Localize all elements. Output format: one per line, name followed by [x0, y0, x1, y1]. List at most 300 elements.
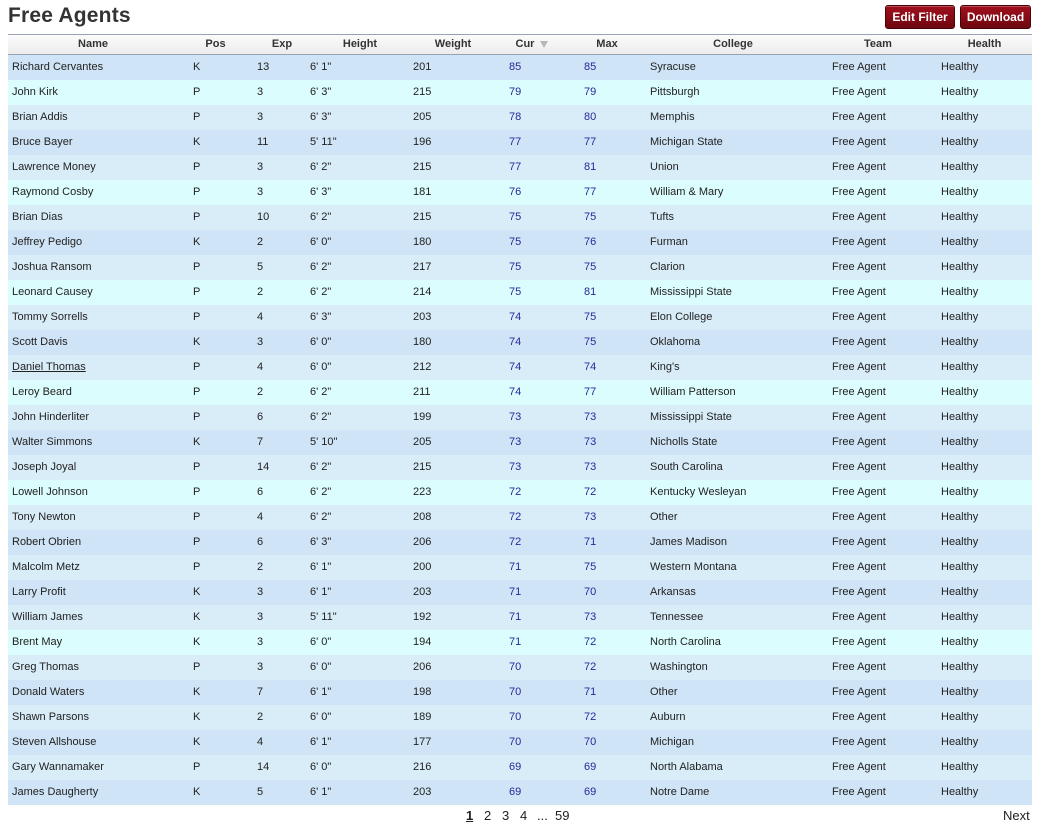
- column-header-name[interactable]: [8, 35, 178, 54]
- cell-exp: 2: [257, 286, 264, 298]
- cell-pos: P: [193, 761, 201, 773]
- cell-max: 72: [584, 711, 597, 723]
- cell-cur: 72: [509, 511, 522, 523]
- cell-name[interactable]: Tony Newton: [12, 511, 76, 523]
- cell-name[interactable]: Malcolm Metz: [12, 561, 80, 573]
- cell-height: 6' 3": [310, 111, 332, 123]
- cell-max: 73: [584, 611, 597, 623]
- cell-height: 6' 3": [310, 86, 332, 98]
- cell-exp: 3: [257, 661, 264, 673]
- cell-name[interactable]: Robert Obrien: [12, 536, 82, 548]
- cell-pos: K: [193, 61, 201, 73]
- cell-weight: 215: [413, 161, 432, 173]
- cell-team: Free Agent: [832, 636, 886, 648]
- cell-college: Auburn: [650, 711, 686, 723]
- table-row[interactable]: [8, 780, 1032, 805]
- cell-weight: 203: [413, 586, 432, 598]
- cell-exp: 4: [257, 311, 264, 323]
- cell-health: Healthy: [941, 611, 979, 623]
- table-row[interactable]: [8, 405, 1032, 430]
- page-link-4[interactable]: 4: [520, 808, 528, 823]
- table-header: [8, 34, 1032, 55]
- cell-name[interactable]: William James: [12, 611, 83, 623]
- cell-max: 73: [584, 436, 597, 448]
- cell-pos: P: [193, 461, 201, 473]
- table-row[interactable]: [8, 180, 1032, 205]
- cell-team: Free Agent: [832, 236, 886, 248]
- cell-height: 6' 0": [310, 361, 332, 373]
- cell-health: Healthy: [941, 436, 979, 448]
- cell-pos: P: [193, 111, 201, 123]
- cell-max: 70: [584, 586, 597, 598]
- cell-max: 74: [584, 361, 597, 373]
- cell-weight: 205: [413, 111, 432, 123]
- cell-height: 6' 2": [310, 261, 332, 273]
- cell-cur: 73: [509, 411, 522, 423]
- cell-max: 77: [584, 136, 597, 148]
- cell-height: 6' 1": [310, 736, 332, 748]
- table-row[interactable]: [8, 555, 1032, 580]
- column-header-label: Cur: [515, 38, 535, 50]
- cell-pos: P: [193, 661, 201, 673]
- cell-name[interactable]: Daniel Thomas: [12, 361, 86, 373]
- cell-pos: K: [193, 711, 201, 723]
- cell-health: Healthy: [941, 711, 979, 723]
- column-header-max[interactable]: [567, 35, 647, 54]
- cell-pos: K: [193, 586, 201, 598]
- cell-exp: 5: [257, 261, 264, 273]
- column-header-team[interactable]: [819, 35, 937, 54]
- cell-exp: 3: [257, 336, 264, 348]
- cell-pos: P: [193, 211, 201, 223]
- cell-weight: 206: [413, 661, 432, 673]
- cell-health: Healthy: [941, 661, 979, 673]
- cell-college: Syracuse: [650, 61, 696, 73]
- table-row[interactable]: [8, 355, 1032, 380]
- cell-exp: 13: [257, 61, 270, 73]
- cell-exp: 3: [257, 86, 264, 98]
- page-link-1[interactable]: 1: [466, 808, 474, 823]
- cell-pos: K: [193, 611, 201, 623]
- cell-exp: 4: [257, 361, 264, 373]
- table-row[interactable]: [8, 605, 1032, 630]
- cell-cur: 73: [509, 436, 522, 448]
- cell-team: Free Agent: [832, 736, 886, 748]
- column-header-label: Height: [342, 38, 378, 50]
- cell-weight: 189: [413, 711, 432, 723]
- cell-exp: 5: [257, 786, 264, 798]
- cell-team: Free Agent: [832, 86, 886, 98]
- cell-exp: 3: [257, 186, 264, 198]
- cell-exp: 7: [257, 436, 264, 448]
- table-body: [8, 55, 1032, 805]
- free-agents-table: [8, 34, 1032, 805]
- cell-health: Healthy: [941, 686, 979, 698]
- page-link-59[interactable]: 59: [555, 808, 570, 823]
- cell-health: Healthy: [941, 161, 979, 173]
- cell-max: 77: [584, 386, 597, 398]
- table-row[interactable]: [8, 480, 1032, 505]
- cell-exp: 10: [257, 211, 270, 223]
- cell-team: Free Agent: [832, 461, 886, 473]
- column-header-label: College: [713, 38, 753, 50]
- cell-name[interactable]: Walter Simmons: [12, 436, 93, 448]
- column-header-label: Exp: [271, 38, 293, 50]
- cell-name[interactable]: Bruce Bayer: [12, 136, 73, 148]
- cell-college: Memphis: [650, 111, 695, 123]
- cell-name[interactable]: Gary Wannamaker: [12, 761, 104, 773]
- cell-weight: 181: [413, 186, 432, 198]
- cell-pos: P: [193, 261, 201, 273]
- cell-weight: 198: [413, 686, 432, 698]
- cell-cur: 75: [509, 261, 522, 273]
- cell-height: 6' 0": [310, 336, 332, 348]
- cell-team: Free Agent: [832, 586, 886, 598]
- cell-health: Healthy: [941, 486, 979, 498]
- cell-weight: 212: [413, 361, 432, 373]
- table-row[interactable]: [8, 105, 1032, 130]
- cell-cur: 71: [509, 636, 522, 648]
- cell-health: Healthy: [941, 261, 979, 273]
- column-header-label: Max: [596, 38, 618, 50]
- cell-max: 81: [584, 161, 597, 173]
- cell-weight: 203: [413, 311, 432, 323]
- cell-health: Healthy: [941, 286, 979, 298]
- cell-name[interactable]: James Daugherty: [12, 786, 99, 798]
- cell-weight: 206: [413, 536, 432, 548]
- cell-cur: 72: [509, 486, 522, 498]
- cell-exp: 14: [257, 461, 270, 473]
- edit-filter-button[interactable]: Edit Filter: [885, 5, 955, 29]
- cell-cur: 69: [509, 786, 522, 798]
- cell-max: 75: [584, 311, 597, 323]
- cell-height: 6' 1": [310, 561, 332, 573]
- cell-exp: 4: [257, 511, 264, 523]
- cell-pos: P: [193, 186, 201, 198]
- cell-cur: 74: [509, 336, 522, 348]
- cell-weight: 215: [413, 211, 432, 223]
- page-link-3[interactable]: 3: [502, 808, 510, 823]
- cell-weight: 214: [413, 286, 432, 298]
- cell-college: Elon College: [650, 311, 713, 323]
- cell-name[interactable]: John Hinderliter: [12, 411, 90, 423]
- table-row[interactable]: [8, 80, 1032, 105]
- cell-height: 6' 0": [310, 236, 332, 248]
- cell-team: Free Agent: [832, 261, 886, 273]
- cell-college: King's: [650, 361, 680, 373]
- cell-pos: K: [193, 636, 201, 648]
- cell-exp: 6: [257, 411, 264, 423]
- cell-cur: 78: [509, 111, 522, 123]
- cell-team: Free Agent: [832, 311, 886, 323]
- cell-weight: 200: [413, 561, 432, 573]
- pagination: [0, 808, 1049, 826]
- table-row[interactable]: [8, 505, 1032, 530]
- cell-max: 71: [584, 686, 597, 698]
- cell-pos: K: [193, 136, 201, 148]
- cell-exp: 6: [257, 486, 264, 498]
- cell-max: 76: [584, 236, 597, 248]
- cell-pos: P: [193, 411, 201, 423]
- cell-cur: 71: [509, 611, 522, 623]
- cell-college: Union: [650, 161, 679, 173]
- cell-max: 72: [584, 486, 597, 498]
- cell-health: Healthy: [941, 211, 979, 223]
- cell-name[interactable]: Lawrence Money: [12, 161, 96, 173]
- cell-pos: P: [193, 86, 201, 98]
- cell-health: Healthy: [941, 136, 979, 148]
- table-row[interactable]: [8, 255, 1032, 280]
- cell-cur: 73: [509, 461, 522, 473]
- column-header-college[interactable]: [647, 35, 819, 54]
- cell-college: Pittsburgh: [650, 86, 700, 98]
- column-header-label: Health: [967, 38, 1002, 50]
- column-header-cur[interactable]: [497, 35, 567, 54]
- cell-max: 73: [584, 511, 597, 523]
- cell-health: Healthy: [941, 411, 979, 423]
- cell-college: Oklahoma: [650, 336, 701, 348]
- cell-team: Free Agent: [832, 786, 886, 798]
- table-row[interactable]: [8, 630, 1032, 655]
- cell-weight: 211: [413, 386, 431, 398]
- cell-health: Healthy: [941, 336, 979, 348]
- column-header-pos[interactable]: [178, 35, 253, 54]
- cell-pos: K: [193, 786, 201, 798]
- cell-college: Other: [650, 511, 678, 523]
- page-title: Free Agents: [8, 4, 131, 27]
- table-row[interactable]: [8, 430, 1032, 455]
- cell-height: 6' 2": [310, 211, 332, 223]
- cell-college: Tennessee: [650, 611, 704, 623]
- cell-cur: 75: [509, 211, 522, 223]
- cell-exp: 6: [257, 536, 264, 548]
- cell-name[interactable]: Jeffrey Pedigo: [12, 236, 83, 248]
- cell-cur: 85: [509, 61, 522, 73]
- cell-weight: 217: [413, 261, 432, 273]
- cell-weight: 223: [413, 486, 432, 498]
- cell-team: Free Agent: [832, 136, 886, 148]
- cell-max: 75: [584, 211, 597, 223]
- cell-health: Healthy: [941, 761, 979, 773]
- cell-height: 6' 0": [310, 711, 332, 723]
- table-row[interactable]: [8, 730, 1032, 755]
- cell-max: 80: [584, 111, 597, 123]
- cell-college: Notre Dame: [650, 786, 710, 798]
- table-row[interactable]: [8, 755, 1032, 780]
- cell-height: 6' 0": [310, 761, 332, 773]
- cell-name[interactable]: Scott Davis: [12, 336, 68, 348]
- cell-height: 6' 2": [310, 286, 332, 298]
- table-row[interactable]: [8, 155, 1032, 180]
- cell-college: William & Mary: [650, 186, 724, 198]
- cell-pos: P: [193, 286, 201, 298]
- cell-max: 81: [584, 286, 597, 298]
- cell-exp: 2: [257, 561, 264, 573]
- cell-cur: 70: [509, 711, 522, 723]
- cell-team: Free Agent: [832, 211, 886, 223]
- cell-team: Free Agent: [832, 61, 886, 73]
- cell-max: 75: [584, 561, 597, 573]
- cell-name[interactable]: Leroy Beard: [12, 386, 72, 398]
- cell-name[interactable]: Brent May: [12, 636, 63, 648]
- cell-cur: 71: [509, 561, 522, 573]
- column-header-exp[interactable]: [253, 35, 311, 54]
- cell-height: 5' 10": [310, 436, 338, 448]
- column-header-weight[interactable]: [409, 35, 497, 54]
- cell-name[interactable]: Larry Profit: [12, 586, 66, 598]
- cell-pos: K: [193, 336, 201, 348]
- cell-health: Healthy: [941, 786, 979, 798]
- cell-exp: 3: [257, 111, 264, 123]
- cell-cur: 79: [509, 86, 522, 98]
- cell-name[interactable]: Tommy Sorrells: [12, 311, 88, 323]
- column-header-label: Weight: [434, 38, 472, 50]
- cell-name[interactable]: Brian Addis: [12, 111, 68, 123]
- cell-cur: 74: [509, 386, 522, 398]
- cell-weight: 180: [413, 336, 432, 348]
- cell-weight: 194: [413, 636, 432, 648]
- cell-team: Free Agent: [832, 411, 886, 423]
- cell-height: 6' 1": [310, 61, 332, 73]
- table-row[interactable]: [8, 380, 1032, 405]
- cell-exp: 7: [257, 686, 264, 698]
- cell-cur: 75: [509, 286, 522, 298]
- cell-height: 6' 2": [310, 386, 332, 398]
- next-page-link[interactable]: Next: [1003, 808, 1030, 823]
- table-row[interactable]: [8, 330, 1032, 355]
- cell-name[interactable]: Brian Dias: [12, 211, 63, 223]
- cell-cur: 70: [509, 736, 522, 748]
- cell-height: 6' 1": [310, 786, 332, 798]
- cell-exp: 3: [257, 611, 264, 623]
- cell-max: 71: [584, 536, 597, 548]
- cell-team: Free Agent: [832, 536, 886, 548]
- column-header-health[interactable]: [937, 35, 1032, 54]
- cell-exp: 3: [257, 161, 264, 173]
- cell-team: Free Agent: [832, 386, 886, 398]
- cell-max: 77: [584, 186, 597, 198]
- cell-name[interactable]: John Kirk: [12, 86, 58, 98]
- cell-cur: 74: [509, 361, 522, 373]
- cell-cur: 76: [509, 186, 522, 198]
- cell-health: Healthy: [941, 461, 979, 473]
- cell-pos: P: [193, 311, 201, 323]
- cell-name[interactable]: Donald Waters: [12, 686, 85, 698]
- cell-name[interactable]: Richard Cervantes: [12, 61, 104, 73]
- cell-health: Healthy: [941, 186, 979, 198]
- table-row[interactable]: [8, 305, 1032, 330]
- column-header-label: Name: [78, 38, 108, 50]
- cell-weight: 216: [413, 761, 432, 773]
- cell-health: Healthy: [941, 111, 979, 123]
- column-header-label: Team: [864, 38, 892, 50]
- cell-team: Free Agent: [832, 186, 886, 198]
- cell-team: Free Agent: [832, 336, 886, 348]
- cell-cur: 71: [509, 586, 522, 598]
- cell-weight: 203: [413, 786, 432, 798]
- cell-height: 6' 2": [310, 511, 332, 523]
- cell-cur: 77: [509, 161, 522, 173]
- cell-pos: P: [193, 536, 201, 548]
- cell-name[interactable]: Lowell Johnson: [12, 486, 88, 498]
- cell-max: 69: [584, 761, 597, 773]
- cell-height: 6' 2": [310, 486, 332, 498]
- cell-college: Michigan: [650, 736, 695, 748]
- table-row[interactable]: [8, 655, 1032, 680]
- cell-team: Free Agent: [832, 486, 886, 498]
- cell-pos: P: [193, 561, 201, 573]
- table-row[interactable]: [8, 680, 1032, 705]
- cell-weight: 196: [413, 136, 432, 148]
- cell-weight: 205: [413, 436, 432, 448]
- cell-team: Free Agent: [832, 161, 886, 173]
- page-link-2[interactable]: 2: [484, 808, 492, 823]
- cell-team: Free Agent: [832, 511, 886, 523]
- table-row[interactable]: [8, 455, 1032, 480]
- cell-max: 69: [584, 786, 597, 798]
- cell-pos: K: [193, 436, 201, 448]
- table-row[interactable]: [8, 280, 1032, 305]
- cell-cur: 70: [509, 661, 522, 673]
- sort-desc-icon: [540, 41, 548, 48]
- table-row[interactable]: [8, 580, 1032, 605]
- cell-weight: 177: [413, 736, 432, 748]
- cell-height: 6' 2": [310, 461, 332, 473]
- table-row[interactable]: [8, 530, 1032, 555]
- cell-weight: 199: [413, 411, 432, 423]
- cell-cur: 75: [509, 236, 522, 248]
- table-row[interactable]: [8, 705, 1032, 730]
- cell-name[interactable]: Raymond Cosby: [12, 186, 94, 198]
- cell-cur: 77: [509, 136, 522, 148]
- cell-name[interactable]: Greg Thomas: [12, 661, 80, 673]
- cell-height: 5' 11": [310, 611, 337, 623]
- cell-name[interactable]: Joshua Ransom: [12, 261, 92, 273]
- cell-college: William Patterson: [650, 386, 736, 398]
- table-row[interactable]: [8, 205, 1032, 230]
- cell-name[interactable]: Joseph Joyal: [12, 461, 77, 473]
- cell-name[interactable]: Steven Allshouse: [12, 736, 97, 748]
- cell-height: 6' 3": [310, 536, 332, 548]
- cell-max: 73: [584, 411, 597, 423]
- cell-weight: 215: [413, 86, 432, 98]
- cell-name[interactable]: Leonard Causey: [12, 286, 93, 298]
- cell-college: Tufts: [650, 211, 675, 223]
- table-row[interactable]: [8, 55, 1032, 80]
- table-row[interactable]: [8, 230, 1032, 255]
- cell-health: Healthy: [941, 236, 979, 248]
- cell-name[interactable]: Shawn Parsons: [12, 711, 90, 723]
- download-button[interactable]: Download: [960, 5, 1031, 29]
- cell-team: Free Agent: [832, 561, 886, 573]
- page-ellipsis: ...: [537, 808, 548, 823]
- cell-weight: 192: [413, 611, 432, 623]
- cell-college: Western Montana: [650, 561, 737, 573]
- table-row[interactable]: [8, 130, 1032, 155]
- cell-college: Mississippi State: [650, 411, 732, 423]
- cell-height: 6' 2": [310, 411, 332, 423]
- cell-pos: P: [193, 486, 201, 498]
- cell-college: Michigan State: [650, 136, 723, 148]
- cell-team: Free Agent: [832, 661, 886, 673]
- cell-cur: 69: [509, 761, 522, 773]
- cell-health: Healthy: [941, 86, 979, 98]
- cell-college: Nicholls State: [650, 436, 718, 448]
- cell-exp: 2: [257, 236, 264, 248]
- column-header-height[interactable]: [311, 35, 409, 54]
- cell-college: North Alabama: [650, 761, 723, 773]
- cell-team: Free Agent: [832, 436, 886, 448]
